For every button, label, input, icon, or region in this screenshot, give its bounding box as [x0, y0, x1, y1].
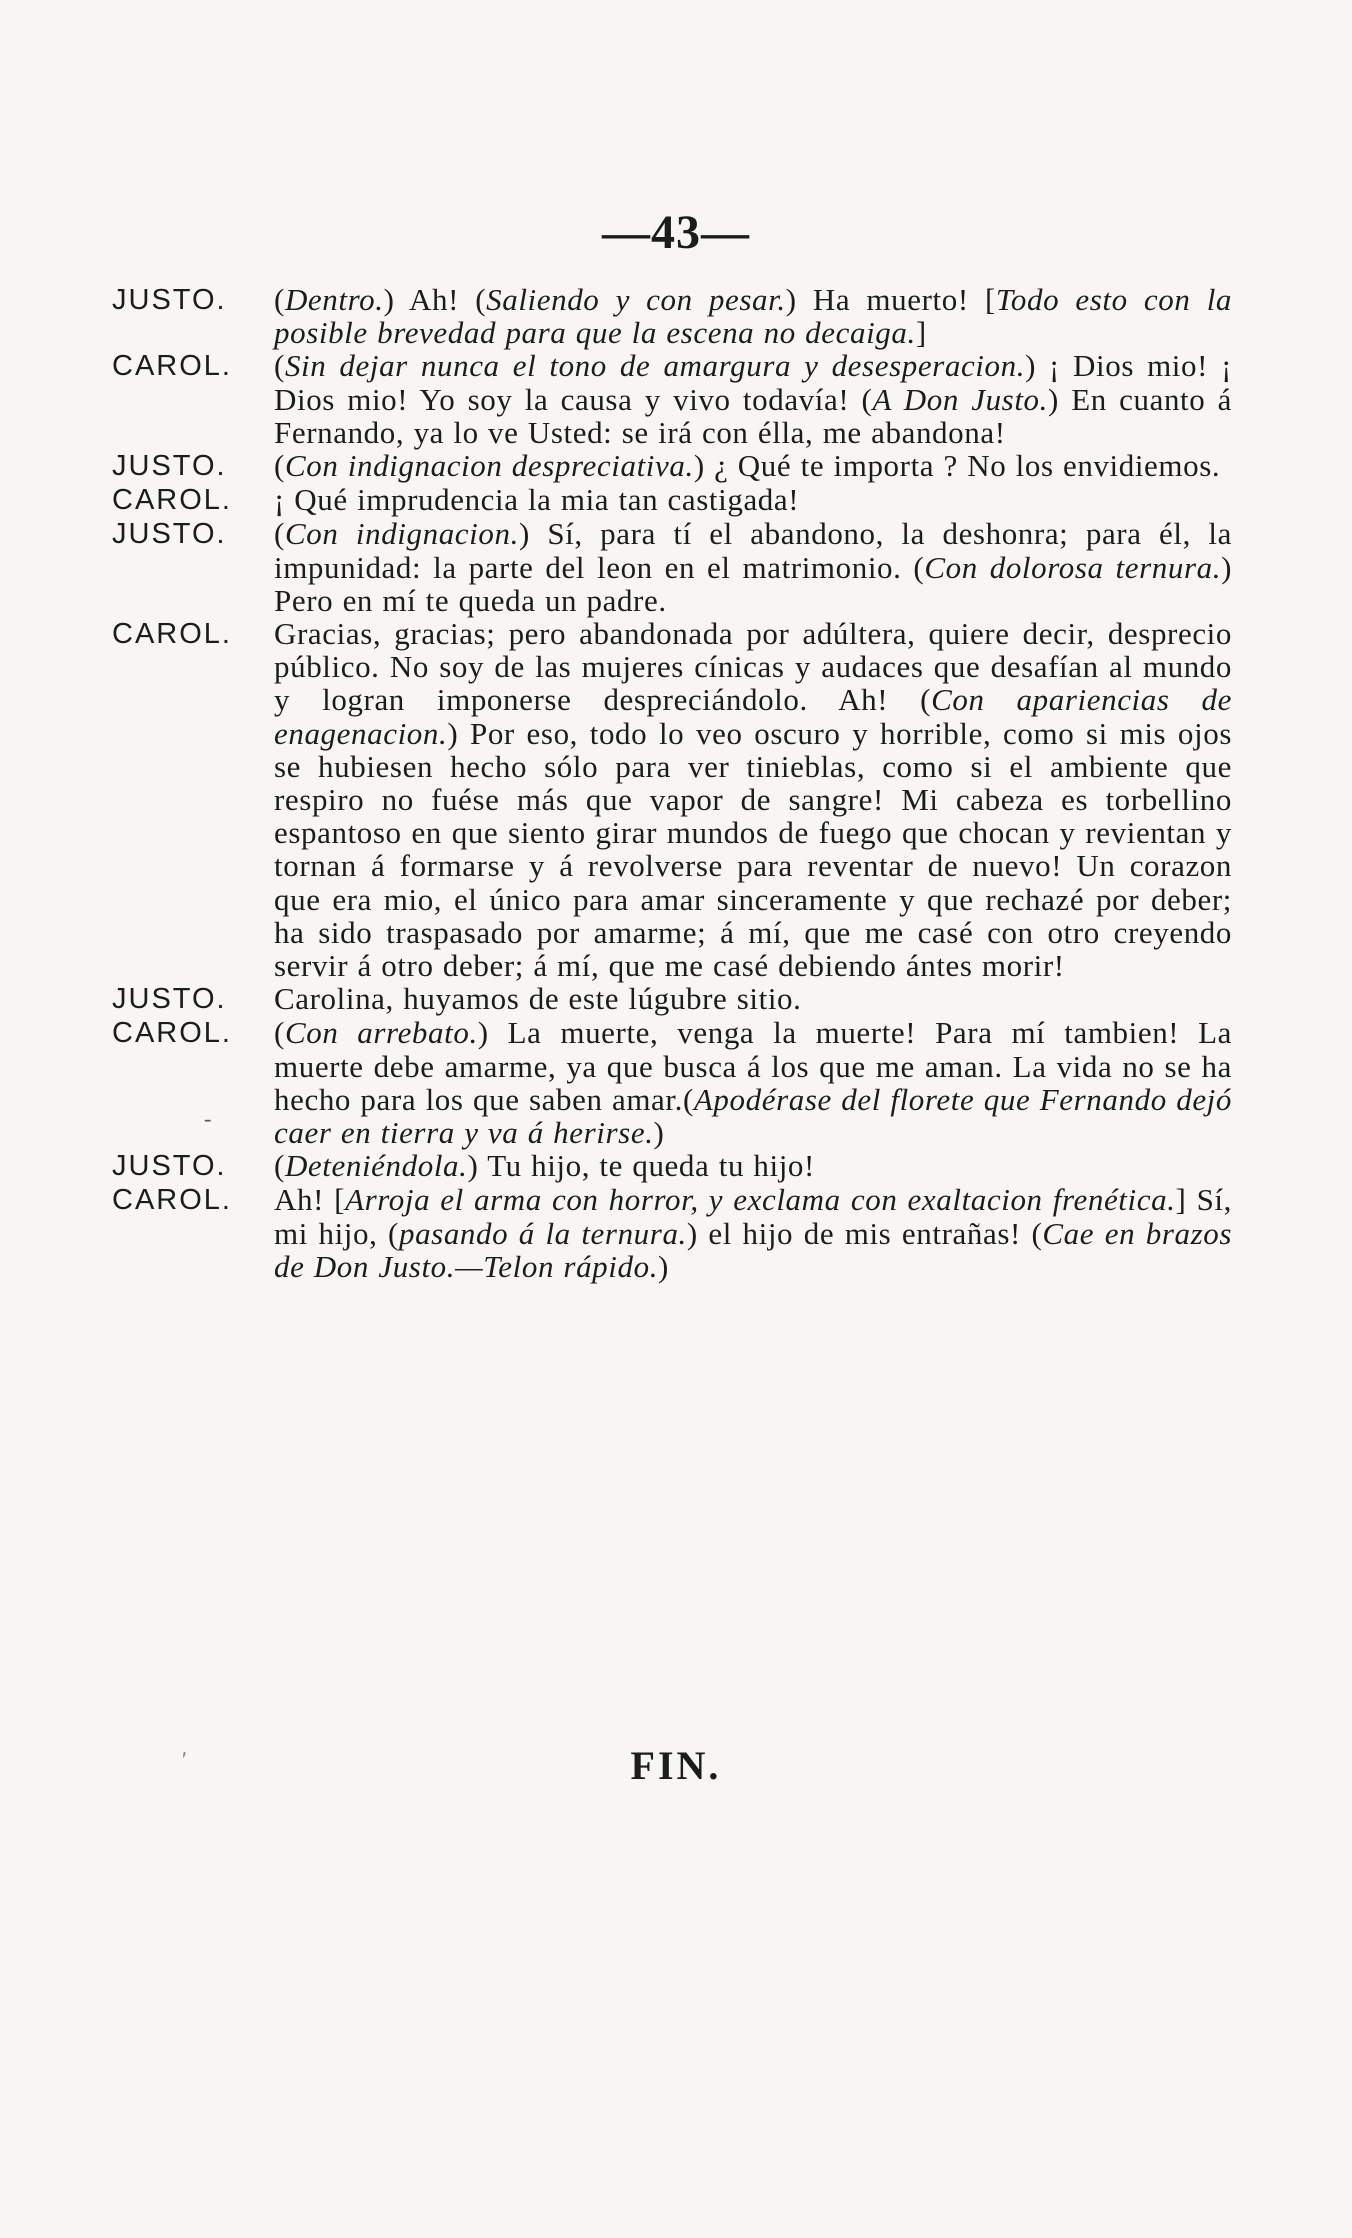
speech-text	[274, 1183, 1232, 1283]
speech-text	[274, 483, 1232, 516]
stage-direction: Con indignacion despreciativa.	[284, 448, 694, 484]
dialogue-entry	[112, 982, 1232, 1016]
stage-direction: Con dolorosa ternura.	[924, 549, 1222, 585]
dialogue-entry	[112, 449, 1232, 483]
dialogue-entry	[112, 517, 1232, 617]
speech-text	[274, 283, 1232, 349]
page-number: —43—	[602, 206, 750, 259]
dialogue-text: ) Ha muerto! [	[785, 282, 996, 317]
speech-text	[274, 449, 1232, 482]
speaker-name: CAROL.	[112, 1017, 232, 1050]
dialogue-entry	[112, 1183, 1232, 1283]
end-text: FIN.	[630, 1743, 722, 1788]
dialogue-text: (	[274, 348, 285, 384]
dialogue-text: Carolina, huyamos de este lúgubre sitio.	[274, 981, 802, 1017]
dialogue-entry	[112, 349, 1232, 449]
dialogue-text: ) Por eso, todo lo veo oscuro y horrible, como si mis ojos se hubiesen hecho sólo para ver tinieblas, como si el ambiente que respiro no fuése más que vapor de sangre! Mi cabeza es torbellino espantoso en que siento girar mundos de fuego que chocan y revientan y tornan á formarse y á revolverse para reventar de nuevo! Un corazon que era mio, el único para amar sinceramente y que rechazé por deber; ha sido traspasado por amarme; á mí, que me casé con otro creyendo servir á otro deber; á mí, que me casé debiendo ántes morir!	[274, 715, 1232, 984]
dialogue-text: (	[274, 1015, 285, 1051]
dialogue-text: Ah! [	[274, 1182, 346, 1218]
speaker-name: JUSTO.	[112, 518, 227, 551]
dialogue-entry	[112, 1016, 1232, 1149]
dialogue-text: )	[658, 1248, 669, 1284]
dialogue-text: ) Pero en mí te queda un padre.	[274, 549, 1232, 618]
speaker-name: JUSTO.	[112, 284, 227, 316]
speaker-name: CAROL.	[112, 1184, 232, 1217]
dialogue-text: ) La muerte, venga la muerte! Para mí tambien! La muerte debe amarme, ya que busca á los que me aman. La vida no se ha hecho para los que saben amar.(	[274, 1015, 1233, 1117]
dialogue-text: ) ¡ Dios mio! ¡ Dios mio! Yo soy la causa y vivo todavía! (	[274, 348, 1232, 417]
stage-direction: Saliendo y con pesar.	[486, 282, 786, 317]
dialogue-text: (	[274, 1148, 285, 1184]
stage-direction: Arroja el arma con horror, y exclama con exaltacion frenética.	[345, 1182, 1176, 1218]
dialogue-entry	[112, 283, 1232, 349]
dialogue-text: (	[274, 516, 285, 552]
dialogue-entry	[112, 483, 1232, 517]
speech-text	[274, 517, 1232, 617]
stage-direction: Con indignacion.	[284, 516, 519, 552]
stage-direction: Deteniéndola.	[284, 1148, 468, 1184]
dialogue-text: )	[653, 1115, 665, 1151]
speaker-name: CAROL.	[112, 350, 232, 383]
dialogue-text: ]	[915, 315, 927, 351]
dialogue-text: ) Tu hijo, te queda tu hijo!	[467, 1148, 815, 1184]
stage-direction: pasando á la ternura.	[398, 1215, 687, 1251]
dialogue-text: ) En cuanto á Fernando, ya lo ve Usted: se irá con élla, me abandona!	[274, 381, 1232, 450]
stage-direction: Dentro.	[284, 282, 384, 317]
stage-direction: Con arrebato.	[284, 1015, 478, 1051]
stage-direction: Cae en brazos de Don Justo.—Telon rápido.	[274, 1215, 1233, 1284]
speech-text	[274, 982, 1232, 1015]
dialogue-entry	[112, 1149, 1232, 1183]
speech-text	[274, 1016, 1232, 1149]
speech-text	[274, 617, 1232, 982]
dialogue-text: ) el hijo de mis entrañas! (	[686, 1215, 1043, 1251]
speaker-name: CAROL.	[112, 618, 232, 651]
stage-direction: Todo esto con la posible brevedad para que la escena no decaiga.	[274, 282, 1233, 351]
dialogue-text: ) ¿ Qué te importa ? No los envidiemos.	[693, 448, 1221, 484]
stage-direction: Sin dejar nunca el tono de amargura y desesperacion.	[284, 348, 1026, 384]
dialogue-text: (	[274, 448, 285, 484]
speaker-name: JUSTO.	[112, 1150, 227, 1183]
stage-direction: A Don Justo.	[872, 381, 1048, 417]
margin-mark: -	[204, 1106, 212, 1131]
dialogue-text: Gracias, gracias; pero abandonada por adúltera, quiere decir, desprecio público. No soy de las mujeres cínicas y audaces que desafían al mundo y logran imponerse despreciándolo. Ah! (	[274, 616, 1232, 718]
speaker-name: JUSTO.	[112, 450, 227, 483]
dialogue-entry	[112, 617, 1232, 982]
speech-text	[274, 349, 1232, 449]
dialogue-text: ) Sí, para tí el abandono, la deshonra; para él, la impunidad: la parte del leon en el matrimonio. (	[274, 516, 1233, 585]
speaker-name: CAROL.	[112, 484, 232, 517]
stage-direction: Con apariencias de enagenacion.	[274, 682, 1232, 751]
dialogue-text: ¡ Qué imprudencia la mia tan castigada!	[274, 482, 800, 518]
speech-text	[274, 1149, 1232, 1182]
speaker-name: JUSTO.	[112, 983, 227, 1016]
play-script	[112, 283, 1232, 1283]
margin-tick: ʹ	[182, 1747, 187, 1772]
dialogue-text: ] Sí, mi hijo, (	[274, 1182, 1232, 1251]
stage-direction: Apodérase del florete que Fernando dejó caer en tierra y va á herirse.	[274, 1081, 1232, 1151]
dialogue-text: ) Ah! (	[383, 282, 487, 317]
dialogue-text: (	[274, 282, 285, 317]
